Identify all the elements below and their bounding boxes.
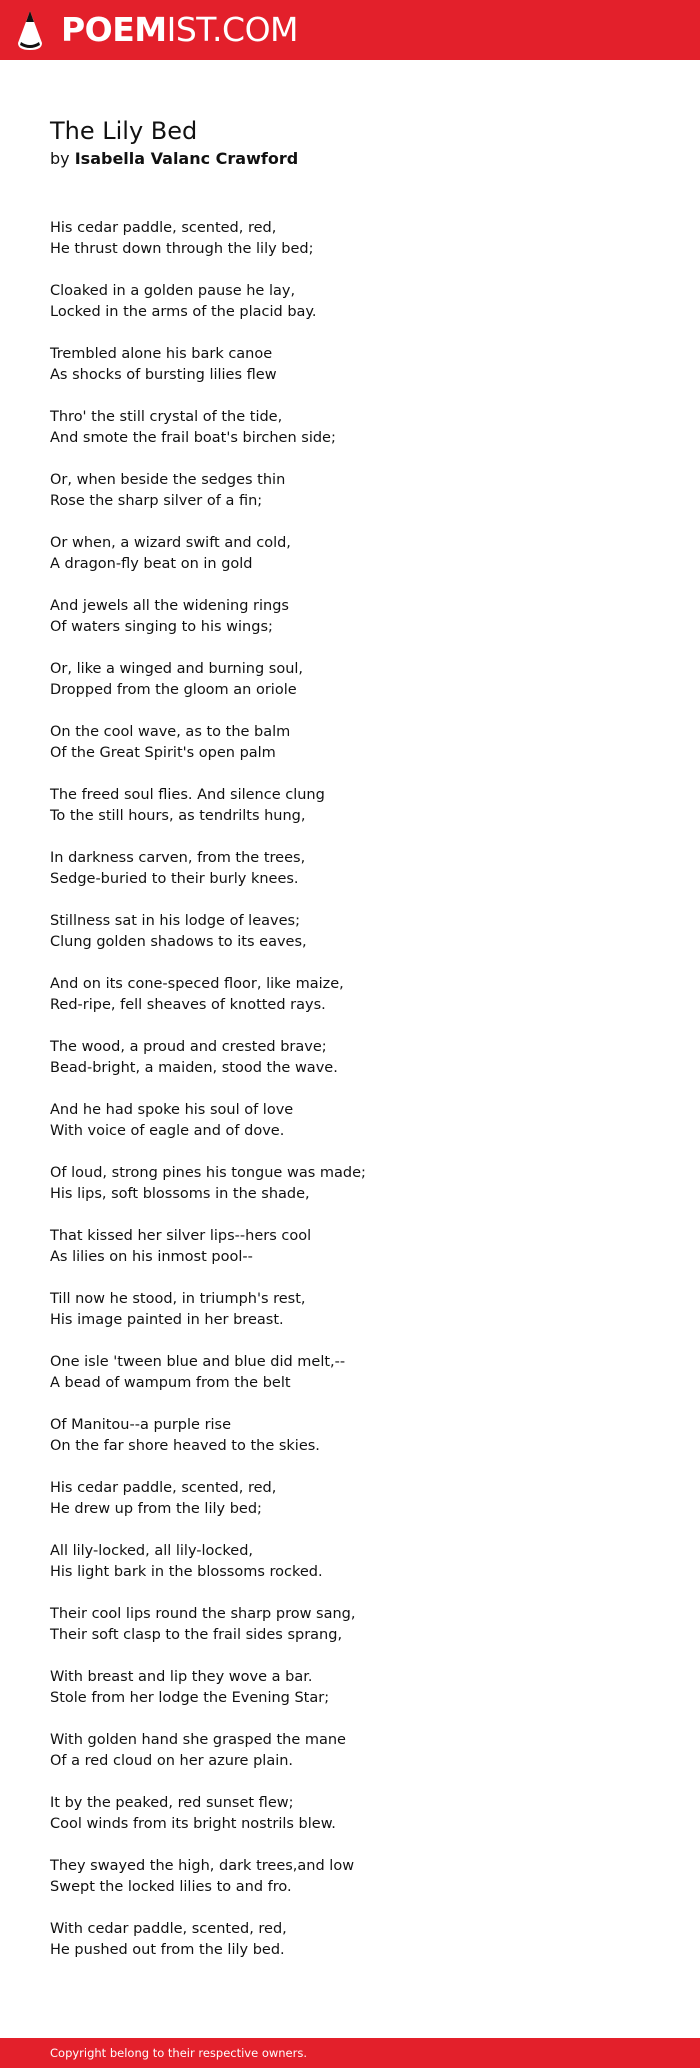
poem-line: And smote the frail boat's birchen side; bbox=[50, 430, 336, 446]
poem-line: With breast and lip they wove a bar. bbox=[50, 1669, 313, 1685]
stanza bbox=[50, 1100, 670, 1163]
poem-line: His cedar paddle, scented, red, bbox=[50, 1480, 277, 1496]
stanza bbox=[50, 470, 670, 533]
stanza bbox=[50, 659, 670, 722]
stanza bbox=[50, 1919, 670, 1982]
poem-line: Of Manitou--a purple rise bbox=[50, 1417, 232, 1433]
stanza bbox=[50, 1541, 670, 1604]
poem-line: As shocks of bursting lilies flew bbox=[50, 367, 277, 383]
poem-line: Red-ripe, fell sheaves of knotted rays. bbox=[50, 997, 326, 1013]
poem-line: With golden hand she grasped the mane bbox=[50, 1732, 346, 1748]
poem-line: Or, when beside the sedges thin bbox=[50, 472, 286, 488]
poem-title: The Lily Bed bbox=[50, 117, 198, 145]
poem-line: Stillness sat in his lodge of leaves; bbox=[50, 913, 300, 929]
poem-line: Stole from her lodge the Evening Star; bbox=[50, 1690, 330, 1706]
poem-line: His lips, soft blossoms in the shade, bbox=[50, 1186, 310, 1202]
stanza bbox=[50, 1163, 670, 1226]
poem-line: On the far shore heaved to the skies. bbox=[50, 1438, 320, 1454]
poem-line: That kissed her silver lips--hers cool bbox=[50, 1228, 312, 1244]
poem-line: Their soft clasp to the frail sides sprang, bbox=[50, 1627, 343, 1643]
by-label: by bbox=[50, 149, 70, 168]
stanza bbox=[50, 1730, 670, 1793]
stanza bbox=[50, 1667, 670, 1730]
poem-line: With cedar paddle, scented, red, bbox=[50, 1921, 287, 1937]
poem-line: One isle 'tween blue and blue did melt,-- bbox=[50, 1354, 346, 1370]
poem-line: He thrust down through the lily bed; bbox=[50, 241, 314, 257]
poem-line: Bead-bright, a maiden, stood the wave. bbox=[50, 1060, 338, 1076]
stanza bbox=[50, 407, 670, 470]
poem-line: Or when, a wizard swift and cold, bbox=[50, 535, 291, 551]
poem-line: And on its cone-speced floor, like maize, bbox=[50, 976, 344, 992]
author-name: Isabella Valanc Crawford bbox=[74, 149, 299, 168]
poem-body bbox=[50, 218, 670, 1982]
poem-line: His light bark in the blossoms rocked. bbox=[50, 1564, 323, 1580]
poem-line: Swept the locked lilies to and fro. bbox=[50, 1879, 292, 1895]
stanza bbox=[50, 1352, 670, 1415]
stanza bbox=[50, 1478, 670, 1541]
stanza bbox=[50, 974, 670, 1037]
stanza bbox=[50, 1604, 670, 1667]
poem-line: Dropped from the gloom an oriole bbox=[50, 682, 297, 698]
poem-line: His cedar paddle, scented, red, bbox=[50, 220, 277, 236]
logo-bold-text: POEM bbox=[61, 10, 167, 49]
stanza bbox=[50, 911, 670, 974]
poem-line: As lilies on his inmost pool-- bbox=[50, 1249, 253, 1265]
poem-line: To the still hours, as tendrilts hung, bbox=[50, 808, 306, 824]
poem-line: Of loud, strong pines his tongue was made; bbox=[50, 1165, 366, 1181]
copyright-text: Copyright belong to their respective owners. bbox=[50, 2046, 308, 2060]
stanza bbox=[50, 281, 670, 344]
poem-line: Sedge-buried to their burly knees. bbox=[50, 871, 299, 887]
poem-line: Cloaked in a golden pause he lay, bbox=[50, 283, 296, 299]
poem-line: His image painted in her breast. bbox=[50, 1312, 284, 1328]
stanza bbox=[50, 1415, 670, 1478]
poem-line: Trembled alone his bark canoe bbox=[50, 346, 273, 362]
pencil-tip-icon[interactable] bbox=[17, 10, 43, 51]
stanza bbox=[50, 1856, 670, 1919]
poem-line: Clung golden shadows to its eaves, bbox=[50, 934, 307, 950]
poem-line: Rose the sharp silver of a fin; bbox=[50, 493, 263, 509]
poem-line: A dragon-fly beat on in gold bbox=[50, 556, 253, 572]
poem-line: The freed soul flies. And silence clung bbox=[50, 787, 325, 803]
logo-light-text: IST.COM bbox=[166, 10, 299, 49]
poem-line: With voice of eagle and of dove. bbox=[50, 1123, 285, 1139]
stanza bbox=[50, 848, 670, 911]
stanza bbox=[50, 218, 670, 281]
stanza bbox=[50, 722, 670, 785]
poem-line: They swayed the high, dark trees,and low bbox=[50, 1858, 355, 1874]
poem-line: He pushed out from the lily bed. bbox=[50, 1942, 285, 1958]
poem-line: A bead of wampum from the belt bbox=[50, 1375, 291, 1391]
poem-line: Their cool lips round the sharp prow sang, bbox=[50, 1606, 356, 1622]
site-footer bbox=[0, 2038, 700, 2068]
poem-line: Till now he stood, in triumph's rest, bbox=[50, 1291, 306, 1307]
stanza bbox=[50, 1037, 670, 1100]
poem-line: All lily-locked, all lily-locked, bbox=[50, 1543, 254, 1559]
stanza bbox=[50, 1793, 670, 1856]
stanza bbox=[50, 1289, 670, 1352]
poem-line: And jewels all the widening rings bbox=[50, 598, 289, 614]
poem-line: In darkness carven, from the trees, bbox=[50, 850, 306, 866]
stanza bbox=[50, 596, 670, 659]
byline bbox=[50, 147, 298, 171]
poem-line: Or, like a winged and burning soul, bbox=[50, 661, 304, 677]
poem-line: Of a red cloud on her azure plain. bbox=[50, 1753, 294, 1769]
poem-line: He drew up from the lily bed; bbox=[50, 1501, 262, 1517]
poem-line: Of waters singing to his wings; bbox=[50, 619, 273, 635]
poem-line: On the cool wave, as to the balm bbox=[50, 724, 291, 740]
poem-line: Of the Great Spirit's open palm bbox=[50, 745, 276, 761]
poem-line: Thro' the still crystal of the tide, bbox=[50, 409, 283, 425]
poem-line: The wood, a proud and crested brave; bbox=[50, 1039, 327, 1055]
stanza bbox=[50, 1226, 670, 1289]
poem-line: Locked in the arms of the placid bay. bbox=[50, 304, 317, 320]
stanza bbox=[50, 785, 670, 848]
poem-line: It by the peaked, red sunset flew; bbox=[50, 1795, 294, 1811]
poem-line: Cool winds from its bright nostrils blew. bbox=[50, 1816, 336, 1832]
poem-line: And he had spoke his soul of love bbox=[50, 1102, 294, 1118]
stanza bbox=[50, 533, 670, 596]
site-header bbox=[0, 0, 700, 60]
site-logo[interactable] bbox=[61, 9, 298, 51]
stanza bbox=[50, 344, 670, 407]
